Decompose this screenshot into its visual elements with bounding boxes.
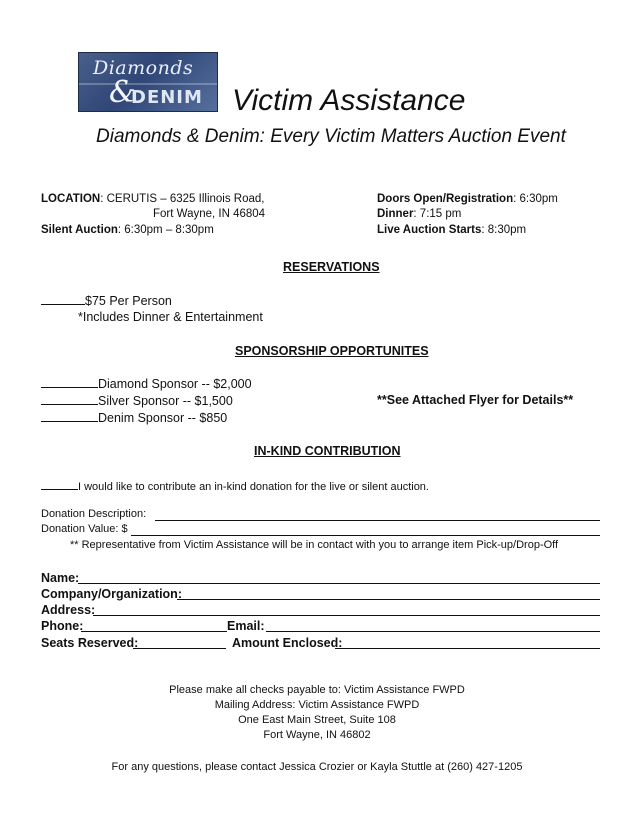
dinner-label: Dinner <box>377 208 414 220</box>
diamonds-denim-logo <box>78 52 218 112</box>
dinner-time: : 7:15 pm <box>413 208 462 220</box>
sponsor-label-diamond: Diamond Sponsor -- $2,000 <box>98 377 252 391</box>
doors-open-label: Doors Open/Registration <box>377 193 514 205</box>
location-address: : CERUTIS – 6325 Illinois Road, <box>100 193 265 205</box>
company-label: Company/Organization: <box>41 587 182 601</box>
contact-line: For any questions, please contact Jessica Crozier or Kayla Stuttle at (260) 427-1205 <box>111 761 523 773</box>
reservation-price-option[interactable] <box>41 293 172 308</box>
company-field[interactable] <box>177 599 600 600</box>
phone-field[interactable] <box>81 631 227 632</box>
donation-description-label: Donation Description: <box>41 508 147 520</box>
flyer-note: **See Attached Flyer for Details** <box>377 393 574 407</box>
sponsor-option-diamond[interactable] <box>41 376 252 391</box>
dinner-line <box>377 208 461 220</box>
in-kind-option[interactable] <box>41 478 429 493</box>
email-field[interactable] <box>266 631 600 632</box>
sponsor-option-silver[interactable] <box>41 393 233 408</box>
reservation-blank[interactable] <box>41 293 85 305</box>
logo-word-diamonds: Diamonds <box>93 57 194 79</box>
location-label: LOCATION <box>41 193 101 205</box>
address-field[interactable] <box>93 615 600 616</box>
silent-auction-time: : 6:30pm – 8:30pm <box>117 224 214 236</box>
reservation-note: *Includes Dinner & Entertainment <box>78 310 263 324</box>
donation-value-label: Donation Value: $ <box>41 523 128 535</box>
reservations-heading: RESERVATIONS <box>283 260 380 274</box>
sponsor-option-denim[interactable] <box>41 410 227 425</box>
in-kind-note: ** Representative from Victim Assistance will be in contact with you to arrange item Pick-up/Drop-Off <box>70 539 559 551</box>
amount-enclosed-field[interactable] <box>335 648 600 649</box>
sponsorship-heading: SPONSORSHIP OPPORTUNITES <box>235 344 429 358</box>
name-field[interactable] <box>78 583 600 584</box>
silent-auction-line <box>41 224 214 236</box>
page-subtitle: Diamonds & Denim: Every Victim Matters Auction Event <box>96 126 566 147</box>
sponsor-blank-silver[interactable] <box>41 393 98 405</box>
in-kind-blank[interactable] <box>41 478 78 490</box>
seats-reserved-field[interactable] <box>133 648 226 649</box>
checks-payable-line: Please make all checks payable to: Victim Assistance FWPD <box>169 684 465 696</box>
sponsor-blank-denim[interactable] <box>41 410 98 422</box>
logo-ampersand: & <box>109 75 136 110</box>
donation-value-field[interactable] <box>131 535 600 536</box>
amount-enclosed-label: Amount Enclosed: <box>232 636 343 650</box>
logo-stripe <box>79 83 217 85</box>
page-title: Victim Assistance <box>232 84 466 117</box>
street-address-line: One East Main Street, Suite 108 <box>238 714 396 726</box>
doors-open-time: : 6:30pm <box>513 193 558 205</box>
email-label: Email: <box>227 619 265 633</box>
in-kind-statement: I would like to contribute an in-kind donation for the live or silent auction. <box>78 481 429 493</box>
mailing-address-line: Mailing Address: Victim Assistance FWPD <box>214 699 420 711</box>
phone-label: Phone: <box>41 619 84 633</box>
location-line-2: Fort Wayne, IN 46804 <box>153 208 266 220</box>
seats-reserved-label: Seats Reserved: <box>41 636 139 650</box>
doors-open-line <box>377 193 558 205</box>
sponsor-label-silver: Silver Sponsor -- $1,500 <box>98 394 233 408</box>
city-line: Fort Wayne, IN 46802 <box>263 729 371 741</box>
silent-auction-label: Silent Auction <box>41 224 118 236</box>
live-auction-line <box>377 224 526 236</box>
logo-word-denim: DENIM <box>131 87 203 108</box>
address-label: Address: <box>41 603 96 617</box>
reservation-price-label: $75 Per Person <box>85 294 172 308</box>
live-auction-time: : 8:30pm <box>481 224 527 236</box>
location-line-1 <box>41 193 264 205</box>
sponsor-blank-diamond[interactable] <box>41 376 98 388</box>
name-label: Name: <box>41 571 80 585</box>
in-kind-heading: IN-KIND CONTRIBUTION <box>254 444 401 458</box>
donation-description-field[interactable] <box>155 520 600 521</box>
sponsor-label-denim: Denim Sponsor -- $850 <box>98 411 228 425</box>
live-auction-label: Live Auction Starts <box>377 224 482 236</box>
